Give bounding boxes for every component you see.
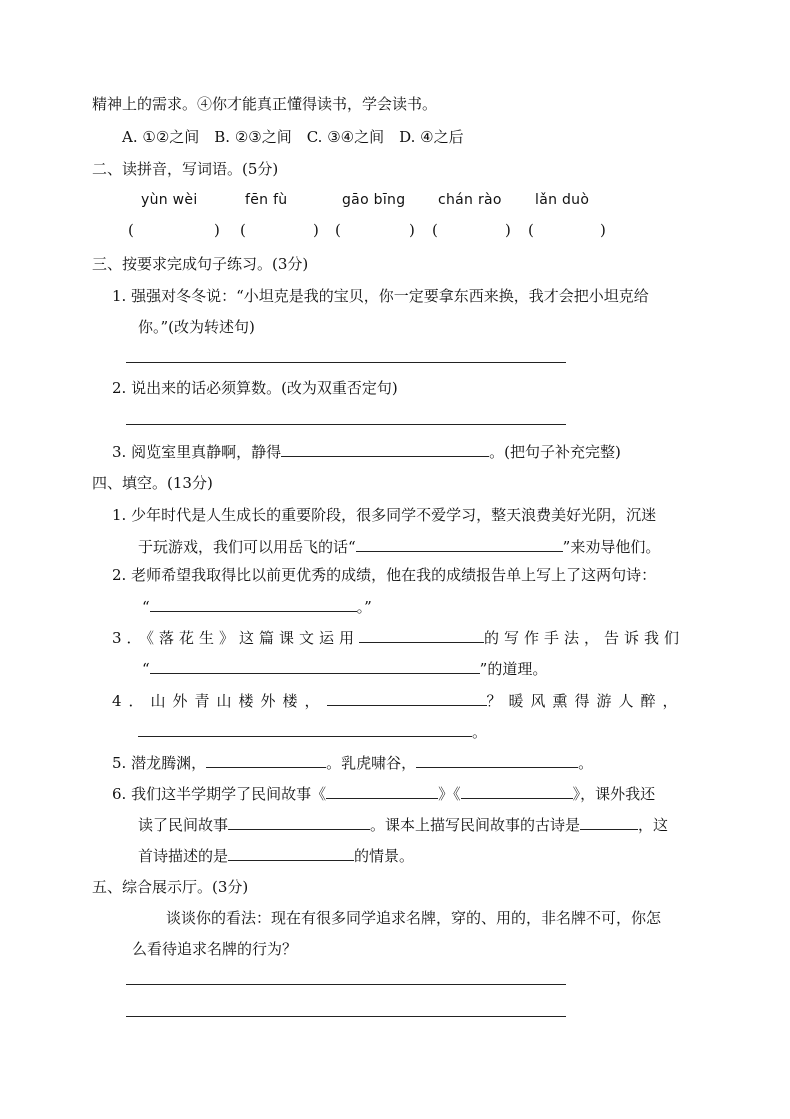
pinyin-5: lǎn duò <box>535 192 590 208</box>
s4-blank-1[interactable] <box>356 536 563 552</box>
section-4-title: 四、填空。(13分) <box>92 474 213 492</box>
s4-question-6-line1: 6. 我们这半学期学了民间故事《 》《 》，课外我还 <box>112 785 656 803</box>
s3-answer-line-1[interactable] <box>126 362 566 363</box>
s4-question-2-line2: “ 。” <box>142 598 372 616</box>
s4-blank-5a[interactable] <box>206 752 326 768</box>
s4-blank-4a[interactable] <box>327 690 487 706</box>
s4-question-4-line2: 。 <box>138 721 487 742</box>
pinyin-4: chán rào <box>438 192 502 208</box>
s3-blank-3[interactable] <box>281 441 489 457</box>
s4-question-1-line2: 于玩游戏，我们可以用岳飞的话“ ”来劝导他们。 <box>138 538 661 556</box>
prev-question-options: A. ①②之间 B. ②③之间 C. ③④之间 D. ④之后 <box>122 128 464 146</box>
s4-blank-6e[interactable] <box>228 845 354 861</box>
s4-question-5: 5. 潜龙腾渊， 。乳虎啸谷， 。 <box>112 754 594 772</box>
s5-prompt-line1: 谈谈你的看法：现在有很多同学追求名牌，穿的、用的，非名牌不可，你怎 <box>166 909 662 927</box>
s3-question-1-line2: 你。”(改为转述句) <box>138 318 255 336</box>
exam-page: 精神上的需求。④你才能真正懂得读书，学会读书。 A. ①②之间 B. ②③之间 C. ③④之间 D. ④之后 二、读拼音，写词语。(5分) yùn wèi fēn fù gāo bīng chán rào lǎn duò ( ) ( ) ( ) ( ) ( ) 三、按要求完成句子练习。(3分) 1. 强强对冬冬说：“小坦克是我的宝贝，你一定要拿东西来换，我才会把小坦克给 你。”(改为转述句) 2. 说出来的话必须算数。(改为双重否定句) 3. 阅览室里真静啊，静得 。(把句子补充完整) 四、填空。(13分) 1. 少年时代是人生成长的重要阶段，很多同学不爱学习，整天浪费美好光阴，沉迷 于玩游戏，我们可以用岳飞的话“ ”来劝导他们。 2. 老师希望我取得比以前更优秀的成绩，他在我的成绩报告单上写上了这两句诗： “ 。” 3．《落花生》这篇课文运用 的写作手法，告诉我们 “ ”的道理。 4．山外青山楼外楼， ？暖风熏得游人醉， 。 5. 潜龙腾渊， 。乳虎啸谷， 。 6. 我们这半学期学了民间故事《 》《 》，课外我还 读了民间故事 。课本上描写民间故事的古诗是 ，这 首诗描述的是 的情景。 五、综合展示厅。(3分) 谈谈你的看法：现在有很多同学追求名牌，穿的、用的，非名牌不可，你怎 么看待追求名牌的行为？ <box>0 0 790 1119</box>
s5-answer-line-2[interactable] <box>126 1016 566 1017</box>
s4-question-2-line1: 2. 老师希望我取得比以前更优秀的成绩，他在我的成绩报告单上写上了这两句诗： <box>112 566 657 584</box>
section-5-title: 五、综合展示厅。(3分) <box>92 878 249 896</box>
s4-question-4-line1: 4．山外青山楼外楼， ？暖风熏得游人醉， <box>112 692 685 710</box>
s4-blank-6b[interactable] <box>461 783 573 799</box>
s4-blank-6d[interactable] <box>580 814 638 830</box>
section-2-title: 二、读拼音，写词语。(5分) <box>92 160 279 178</box>
s5-answer-line-1[interactable] <box>126 984 566 985</box>
s4-blank-3a[interactable] <box>359 627 484 643</box>
s3-answer-line-2[interactable] <box>126 424 566 425</box>
prev-question-line: 精神上的需求。④你才能真正懂得读书，学会读书。 <box>92 95 438 113</box>
section-3-title: 三、按要求完成句子练习。(3分) <box>92 255 309 273</box>
s3-question-2: 2. 说出来的话必须算数。(改为双重否定句) <box>112 379 398 397</box>
s4-question-6-line2: 读了民间故事 。课本上描写民间故事的古诗是 ，这 <box>138 816 669 834</box>
s4-blank-6a[interactable] <box>326 783 438 799</box>
s4-blank-6c[interactable] <box>228 814 370 830</box>
s4-blank-5b[interactable] <box>416 752 578 768</box>
s4-blank-2[interactable] <box>150 596 357 612</box>
s4-question-1-line1: 1. 少年时代是人生成长的重要阶段，很多同学不爱学习，整天浪费美好光阴，沉迷 <box>112 506 657 524</box>
s4-question-6-line3: 首诗描述的是 的情景。 <box>138 847 415 865</box>
pinyin-1: yùn wèi <box>141 192 198 208</box>
pinyin-3: gāo bīng <box>342 192 406 208</box>
s5-prompt-line2: 么看待追求名牌的行为？ <box>132 940 298 958</box>
s4-question-3-line1: 3．《落花生》这篇课文运用 的写作手法，告诉我们 <box>112 629 685 647</box>
pinyin-2: fēn fù <box>245 192 288 208</box>
s3-question-1-line1: 1. 强强对冬冬说：“小坦克是我的宝贝，你一定要拿东西来换，我才会把小坦克给 <box>112 287 649 305</box>
s3-question-3: 3. 阅览室里真静啊，静得 。(把句子补充完整) <box>112 443 621 461</box>
s4-question-3-line2: “ ”的道理。 <box>142 660 548 678</box>
s4-blank-3b[interactable] <box>150 658 480 674</box>
s4-blank-4b[interactable] <box>138 721 472 737</box>
